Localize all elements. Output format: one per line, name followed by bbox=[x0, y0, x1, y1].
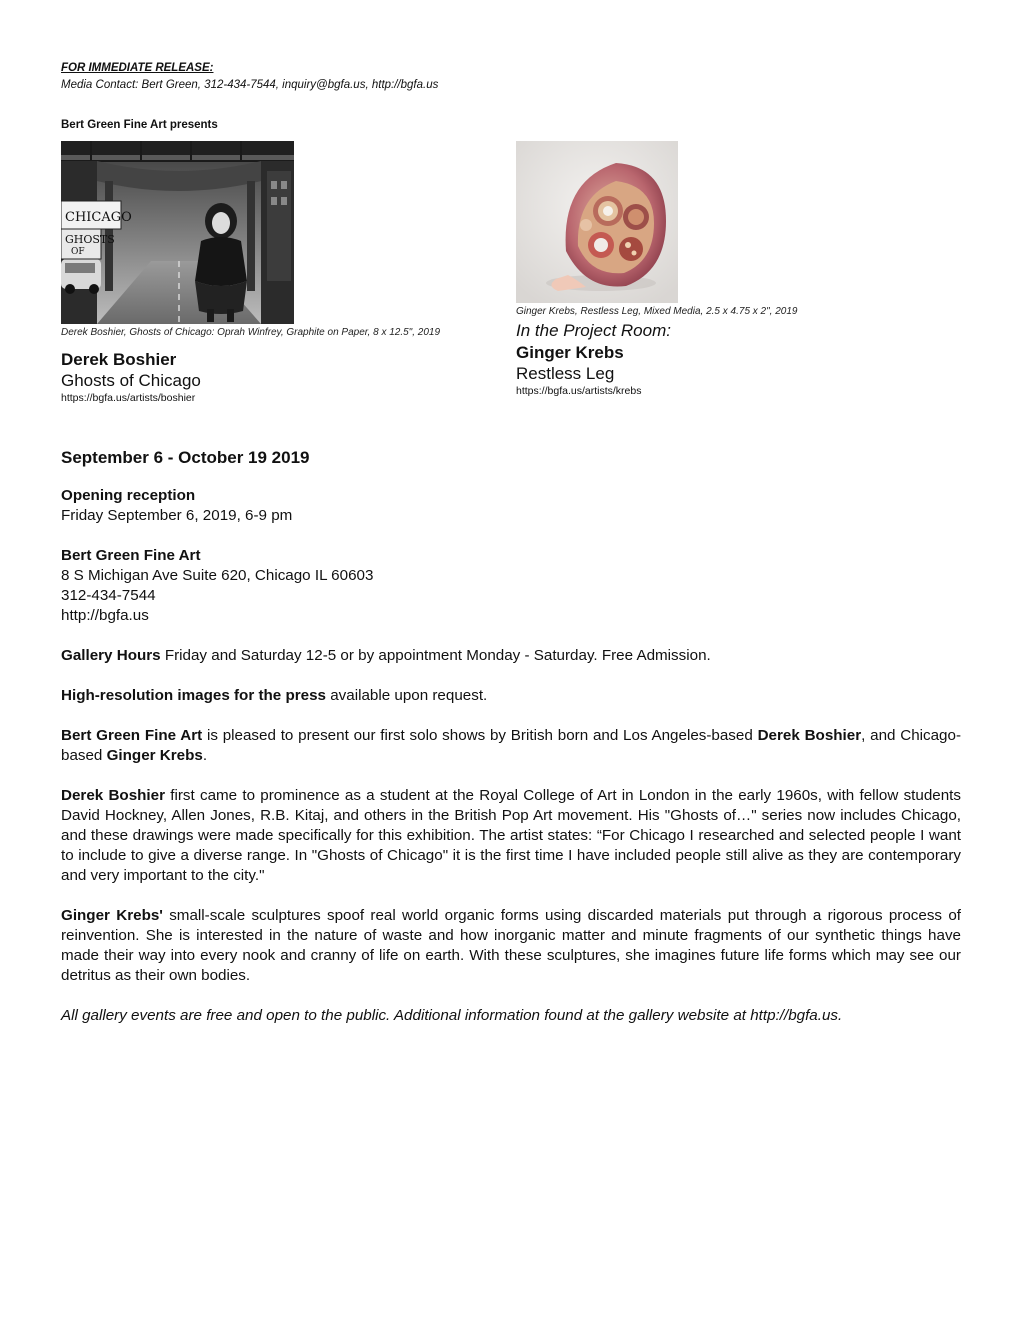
svg-text:OF: OF bbox=[71, 247, 85, 257]
boshier-url-link[interactable]: https://bgfa.us/artists/boshier bbox=[61, 392, 196, 404]
gallery-name: Bert Green Fine Art bbox=[61, 547, 201, 564]
boshier-caption: Derek Boshier, Ghosts of Chicago: Oprah Winfrey, Graphite on Paper, 8 x 12.5", 2019 bbox=[61, 327, 441, 338]
gallery-info bbox=[61, 546, 961, 626]
svg-text:GHOSTS: GHOSTS bbox=[65, 233, 115, 246]
boshier-para-text: first came to prominence as a student at the Royal College of Art in London in the early 1960s, with fellow students David Hockney, Allen Jones, R.B. Kitaj, and others in the British Pop Art movement. His "Ghosts of…" series now includes Chicago, and these drawings were made specifically for this exhibition. The artist states: “For Chicago I researched and selected people I want to include to give a diverse range. In "Ghosts of Chicago" it is the first time I have included people still alive as they are contemporary and very important to the city." bbox=[61, 787, 961, 884]
reception-when: Friday September 6, 2019, 6-9 pm bbox=[61, 507, 293, 524]
press-images bbox=[61, 686, 961, 706]
krebs-show-title: Restless Leg bbox=[516, 364, 615, 383]
footer-note: All gallery events are free and open to the public. Additional information found at the gallery website at http://bgfa.us. bbox=[61, 1007, 843, 1024]
krebs-para-text: small-scale sculptures spoof real world organic forms using discarded materials put through a rigorous process of reinvention. She is interested in the nature of waste and how inorganic matter and minute fragments of our synthetic things have made their way into every nook and cranny of life on earth. With these sculptures, she imagines future life forms which may see our detritus as their own bodies. bbox=[61, 907, 961, 984]
reception-label: Opening reception bbox=[61, 487, 196, 504]
intro-artist-2: Ginger Krebs bbox=[106, 747, 203, 764]
boshier-paragraph bbox=[61, 786, 961, 886]
krebs-paragraph bbox=[61, 906, 961, 986]
exhibition-dates: September 6 - October 19 2019 bbox=[61, 448, 310, 467]
hours-text: Friday and Saturday 12-5 or by appointment Monday - Saturday. Free Admission. bbox=[160, 647, 711, 664]
krebs-para-name: Ginger Krebs' bbox=[61, 907, 163, 924]
krebs-url-link[interactable]: https://bgfa.us/artists/krebs bbox=[516, 385, 642, 397]
krebs-column bbox=[516, 141, 936, 397]
media-contact: Media Contact: Bert Green, 312-434-7544, inquiry@bgfa.us, http://bgfa.us bbox=[61, 79, 439, 91]
boshier-name: Derek Boshier bbox=[61, 350, 177, 369]
opening-reception bbox=[61, 486, 961, 526]
boshier-column bbox=[61, 141, 481, 404]
press-text: available upon request. bbox=[325, 687, 488, 704]
gallery-website-link[interactable]: http://bgfa.us bbox=[61, 607, 149, 624]
intro-paragraph bbox=[61, 726, 961, 766]
hours-label: Gallery Hours bbox=[61, 647, 161, 664]
gallery-address: 8 S Michigan Ave Suite 620, Chicago IL 60603 bbox=[61, 567, 374, 584]
krebs-artwork-image bbox=[516, 141, 678, 303]
intro-gallery: Bert Green Fine Art bbox=[61, 727, 203, 744]
intro-text-1: is pleased to present our first solo shows by British born and Los Angeles-based bbox=[202, 727, 758, 744]
boshier-artwork-image bbox=[61, 141, 294, 324]
release-heading: FOR IMMEDIATE RELEASE: bbox=[61, 62, 214, 74]
intro-text-3: . bbox=[202, 747, 208, 764]
svg-text:CHICAGO: CHICAGO bbox=[65, 210, 132, 225]
project-room-label: In the Project Room: bbox=[516, 321, 671, 340]
press-label: High-resolution images for the press bbox=[61, 687, 326, 704]
krebs-caption: Ginger Krebs, Restless Leg, Mixed Media, 2.5 x 4.75 x 2", 2019 bbox=[516, 306, 798, 317]
intro-artist-1: Derek Boshier bbox=[757, 727, 862, 744]
boshier-show-title: Ghosts of Chicago bbox=[61, 371, 201, 390]
boshier-para-name: Derek Boshier bbox=[61, 787, 166, 804]
krebs-name: Ginger Krebs bbox=[516, 343, 624, 362]
gallery-hours bbox=[61, 646, 961, 666]
gallery-phone: 312-434-7544 bbox=[61, 587, 156, 604]
intro-text-2: , and Chicago-based bbox=[61, 727, 962, 764]
presents-line: Bert Green Fine Art presents bbox=[61, 119, 218, 131]
